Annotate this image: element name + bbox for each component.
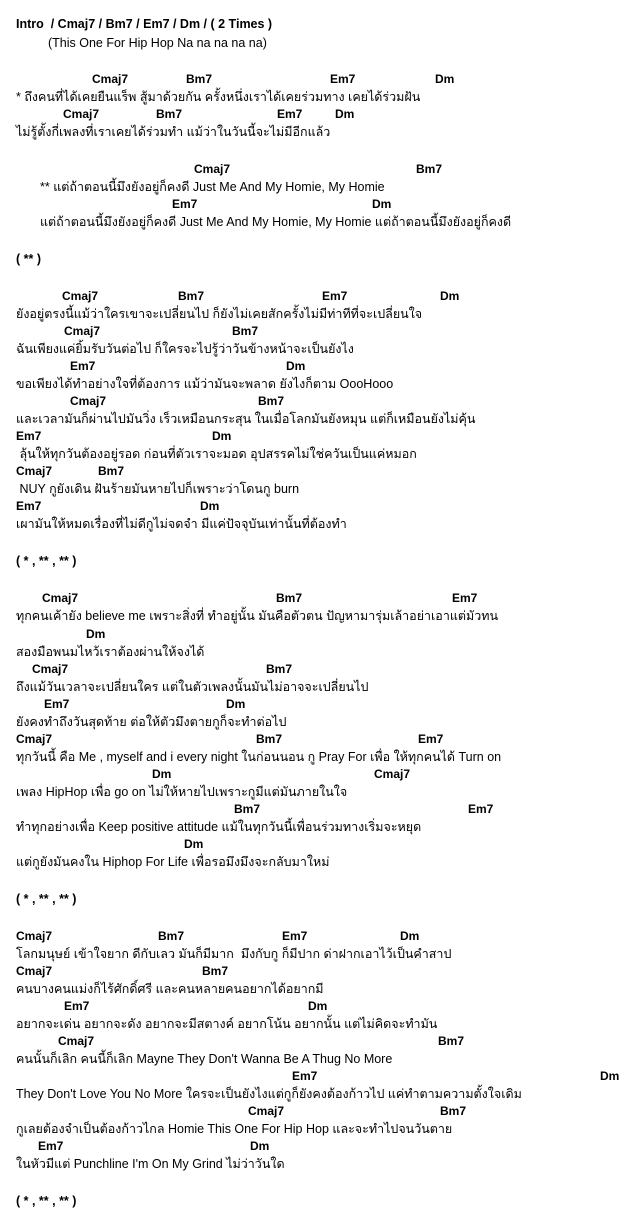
chord-dm: Dm bbox=[335, 107, 355, 121]
chord-bm7: Bm7 bbox=[266, 662, 293, 676]
lyric-line: ยังอยู่ตรงนี้แม้ว่าใครเขาจะเปลี่ยนไป ก็ยังไม่เคยสักครั้งไม่มีท่าทีที่จะเปลี่ยนใจ bbox=[16, 307, 423, 321]
chord-bm7: Bm7 bbox=[258, 394, 285, 408]
chord-bm7: Bm7 bbox=[202, 964, 229, 978]
chord-em7: Em7 bbox=[64, 999, 90, 1013]
chord-cmaj7: Cmaj7 bbox=[16, 732, 53, 746]
intro-heading: Intro / Cmaj7 / Bm7 / Em7 / Dm / ( 2 Times ) bbox=[16, 17, 273, 31]
chord-cmaj7: Cmaj7 bbox=[374, 767, 411, 781]
lyric-line: และเวลามันก็ผ่านไปมันวิ่ง เร็วเหมือนกระสุน ในเมื่อโลกมันยังหมุน แต่ก็เหมือนยังไม่คุ้น bbox=[16, 412, 476, 426]
lyric-line: สองมือพนมไหว้เราต้องผ่านให้จงได้ bbox=[16, 645, 205, 659]
chord-line bbox=[0, 161, 620, 177]
chord-line bbox=[0, 801, 620, 817]
chord-bm7: Bm7 bbox=[186, 72, 213, 86]
chord-bm7: Bm7 bbox=[98, 464, 125, 478]
lyric-line: เพลง HipHop เพื่อ go on ไม่ให้หายไปเพราะกูมีแต่มันภายในใจ bbox=[16, 785, 348, 799]
lyric-line: กูเลยต้องจำเป็นต้องก้าวไกล Homie This One For Hip Hop และจะทำไปจนวันตาย bbox=[16, 1122, 453, 1136]
chord-line bbox=[0, 71, 620, 87]
chord-em7: Em7 bbox=[322, 289, 348, 303]
lyric-line: ไม่รู้ตั้งกี่เพลงที่เราเคยได้ร่วมทำ แม้ว่าในวันนี้จะไม่มีอีกแล้ว bbox=[16, 125, 331, 139]
lyric-line: เผามันให้หมดเรื่องที่ไม่ดีกูไม่จดจำ มีแค่ปัจจุบันเท่านั้นที่ต้องทำ bbox=[16, 517, 347, 531]
chord-bm7: Bm7 bbox=[158, 929, 185, 943]
lyric-line: แต่กูยังมันคงใน Hiphop For Life เพื่อรอมึงมึงจะกลับมาใหม่ bbox=[16, 855, 330, 869]
chord-line bbox=[0, 393, 620, 409]
chord-cmaj7: Cmaj7 bbox=[70, 394, 107, 408]
repeat-marker: ( * , ** , ** ) bbox=[16, 892, 77, 906]
chord-dm: Dm bbox=[250, 1139, 270, 1153]
chord-dm: Dm bbox=[440, 289, 460, 303]
chord-dm: Dm bbox=[286, 359, 306, 373]
chord-em7: Em7 bbox=[468, 802, 494, 816]
chord-cmaj7: Cmaj7 bbox=[58, 1034, 95, 1048]
lyric-line: (This One For Hip Hop Na na na na na) bbox=[48, 36, 267, 50]
lyric-line: โลกมนุษย์ เข้าใจยาก ดีกับเลว มันก็มีมาก มึงกับกู ก็มีปาก ด่าฝากเอาไว้เป็นคำสาป bbox=[16, 947, 452, 961]
chord-bm7: Bm7 bbox=[232, 324, 259, 338]
repeat-marker: ( * , ** , ** ) bbox=[16, 1194, 77, 1208]
lyric-line: แต่ถ้าตอนนี้มึงยังอยู่ก็คงดี Just Me And My Homie, My Homie แต่ถ้าตอนนี้มึงยังอยู่ก็คงดี bbox=[40, 215, 512, 229]
chord-dm: Dm bbox=[212, 429, 232, 443]
lyric-line: ฉันเพียงแค่ยิ้มรับวันต่อไป ก็ใครจะไปรู้ว่าวันข้างหน้าจะเป็นยังไง bbox=[16, 342, 354, 356]
lyric-line: ขอเพียงได้ทำอย่างใจที่ต้องการ แม้ว่ามันจะพลาด ยังไงก็ตาม OooHooo bbox=[16, 377, 394, 391]
lyric-line: ทุกวันนี้ คือ Me , myself and i every night ในก่อนนอน กู Pray For เพื่อ ให้ทุกคนได้ Turn on bbox=[16, 750, 502, 764]
lyric-line: อยากจะเด่น อยากจะดัง อยากจะมีสตางค์ อยากโน้น อยากนั้น แต่ไม่คิดจะทำมัน bbox=[16, 1017, 438, 1031]
chord-cmaj7: Cmaj7 bbox=[42, 591, 79, 605]
chord-line bbox=[0, 696, 620, 712]
chord-bm7: Bm7 bbox=[276, 591, 303, 605]
chord-cmaj7: Cmaj7 bbox=[16, 964, 53, 978]
chord-cmaj7: Cmaj7 bbox=[16, 929, 53, 943]
chord-em7: Em7 bbox=[16, 499, 42, 513]
lyric-line: NUY กูยังเดิน ฝันร้ายมันหายไปก็เพราะว่าโดนกู burn bbox=[16, 482, 300, 496]
chord-em7: Em7 bbox=[282, 929, 308, 943]
chord-dm: Dm bbox=[184, 837, 204, 851]
chord-line bbox=[0, 963, 620, 979]
chord-line bbox=[0, 998, 620, 1014]
lyric-line: ในหัวมีแต่ Punchline I'm On My Grind ไม่ว่าวันใด bbox=[16, 1157, 285, 1171]
chord-bm7: Bm7 bbox=[156, 107, 183, 121]
chord-line bbox=[0, 196, 620, 212]
chord-line bbox=[0, 106, 620, 122]
chord-line bbox=[0, 498, 620, 514]
chord-line bbox=[0, 836, 620, 852]
chord-bm7: Bm7 bbox=[256, 732, 283, 746]
chord-line bbox=[0, 463, 620, 479]
chord-line bbox=[0, 731, 620, 747]
chord-bm7: Bm7 bbox=[440, 1104, 467, 1118]
chord-dm: Dm bbox=[435, 72, 455, 86]
lyric-line: ทำทุกอย่างเพื่อ Keep positive attitude แม้ในทุกวันนี้เพื่อนร่วมทางเริ่มจะหยุด bbox=[16, 820, 422, 834]
chord-line bbox=[0, 323, 620, 339]
chord-cmaj7: Cmaj7 bbox=[194, 162, 231, 176]
chord-dm: Dm bbox=[200, 499, 220, 513]
chord-line bbox=[0, 428, 620, 444]
chord-cmaj7: Cmaj7 bbox=[63, 107, 100, 121]
repeat-marker: ( ** ) bbox=[16, 252, 41, 266]
chord-cmaj7: Cmaj7 bbox=[64, 324, 101, 338]
chord-em7: Em7 bbox=[452, 591, 478, 605]
lyric-line: ถึงแม้วันเวลาจะเปลี่ยนใคร แต่ในตัวเพลงนั้นมันไม่อาจจะเปลี่ยนไป bbox=[16, 680, 369, 694]
chord-line bbox=[0, 358, 620, 374]
lyric-line: They Don't Love You No More ใครจะเป็นยังไงแต่กูก็ยังคงต้องก้าวไป แค่ทำตามความตั้งใจเดิม bbox=[16, 1087, 522, 1101]
chord-line bbox=[0, 626, 620, 642]
chord-dm: Dm bbox=[600, 1069, 620, 1083]
chord-line bbox=[0, 1103, 620, 1119]
lyric-line: คนบางคนแม่งก็ไร้ศักดิ์ศรี และคนหลายคนอยากได้อยากมี bbox=[16, 982, 324, 996]
chord-em7: Em7 bbox=[44, 697, 70, 711]
chord-line bbox=[0, 1138, 620, 1154]
chord-line bbox=[0, 1068, 620, 1084]
chord-cmaj7: Cmaj7 bbox=[92, 72, 129, 86]
lyric-line: ยังคงทำถึงวันสุดท้าย ต่อให้ตัวมึงตายกูก็จะทำต่อไป bbox=[16, 715, 287, 729]
chord-em7: Em7 bbox=[418, 732, 444, 746]
chord-em7: Em7 bbox=[16, 429, 42, 443]
chord-dm: Dm bbox=[86, 627, 106, 641]
chord-line bbox=[0, 590, 620, 606]
chord-dm: Dm bbox=[372, 197, 392, 211]
chord-dm: Dm bbox=[400, 929, 420, 943]
lyric-line: คนนั้นก็เลิก คนนี้ก็เลิก Mayne They Don't Wanna Be A Thug No More bbox=[16, 1052, 393, 1066]
chord-em7: Em7 bbox=[330, 72, 356, 86]
chord-line bbox=[0, 928, 620, 944]
chord-bm7: Bm7 bbox=[416, 162, 443, 176]
chord-bm7: Bm7 bbox=[178, 289, 205, 303]
chord-em7: Em7 bbox=[292, 1069, 318, 1083]
chord-dm: Dm bbox=[308, 999, 328, 1013]
lyric-line: * ถึงคนที่ได้เคยยืนแร็พ สู้มาด้วยกัน ครั้งหนึ่งเราได้เคยร่วมทาง เคยได้ร่วมฝัน bbox=[16, 90, 421, 104]
chord-em7: Em7 bbox=[38, 1139, 64, 1153]
chord-dm: Dm bbox=[152, 767, 172, 781]
chord-dm: Dm bbox=[226, 697, 246, 711]
repeat-marker: ( * , ** , ** ) bbox=[16, 554, 77, 568]
chord-bm7: Bm7 bbox=[234, 802, 261, 816]
chord-line bbox=[0, 288, 620, 304]
chord-cmaj7: Cmaj7 bbox=[248, 1104, 285, 1118]
chord-cmaj7: Cmaj7 bbox=[32, 662, 69, 676]
chord-em7: Em7 bbox=[172, 197, 198, 211]
chord-em7: Em7 bbox=[70, 359, 96, 373]
lyric-line: ลุ้นให้ทุกวันต้องอยู่รอด ก่อนที่ตัวเราจะมอด อุปสรรคไม่ใช่ควันเป็นแค่หมอก bbox=[16, 447, 417, 461]
chord-line bbox=[0, 1033, 620, 1049]
chord-line bbox=[0, 661, 620, 677]
chord-em7: Em7 bbox=[277, 107, 303, 121]
chord-line bbox=[0, 766, 620, 782]
lyric-line: ** แต่ถ้าตอนนี้มึงยังอยู่ก็คงดี Just Me And My Homie, My Homie bbox=[40, 180, 385, 194]
chord-bm7: Bm7 bbox=[438, 1034, 465, 1048]
chord-cmaj7: Cmaj7 bbox=[16, 464, 53, 478]
lyric-line: ทุกคนเค้ายัง believe me เพราะสิ่งที่ ทำอยู่นั้น มันคือตัวตน ปัญหามารุ่มเล้าอย่าเอาแต่มัวทน bbox=[16, 609, 499, 623]
chord-cmaj7: Cmaj7 bbox=[62, 289, 99, 303]
